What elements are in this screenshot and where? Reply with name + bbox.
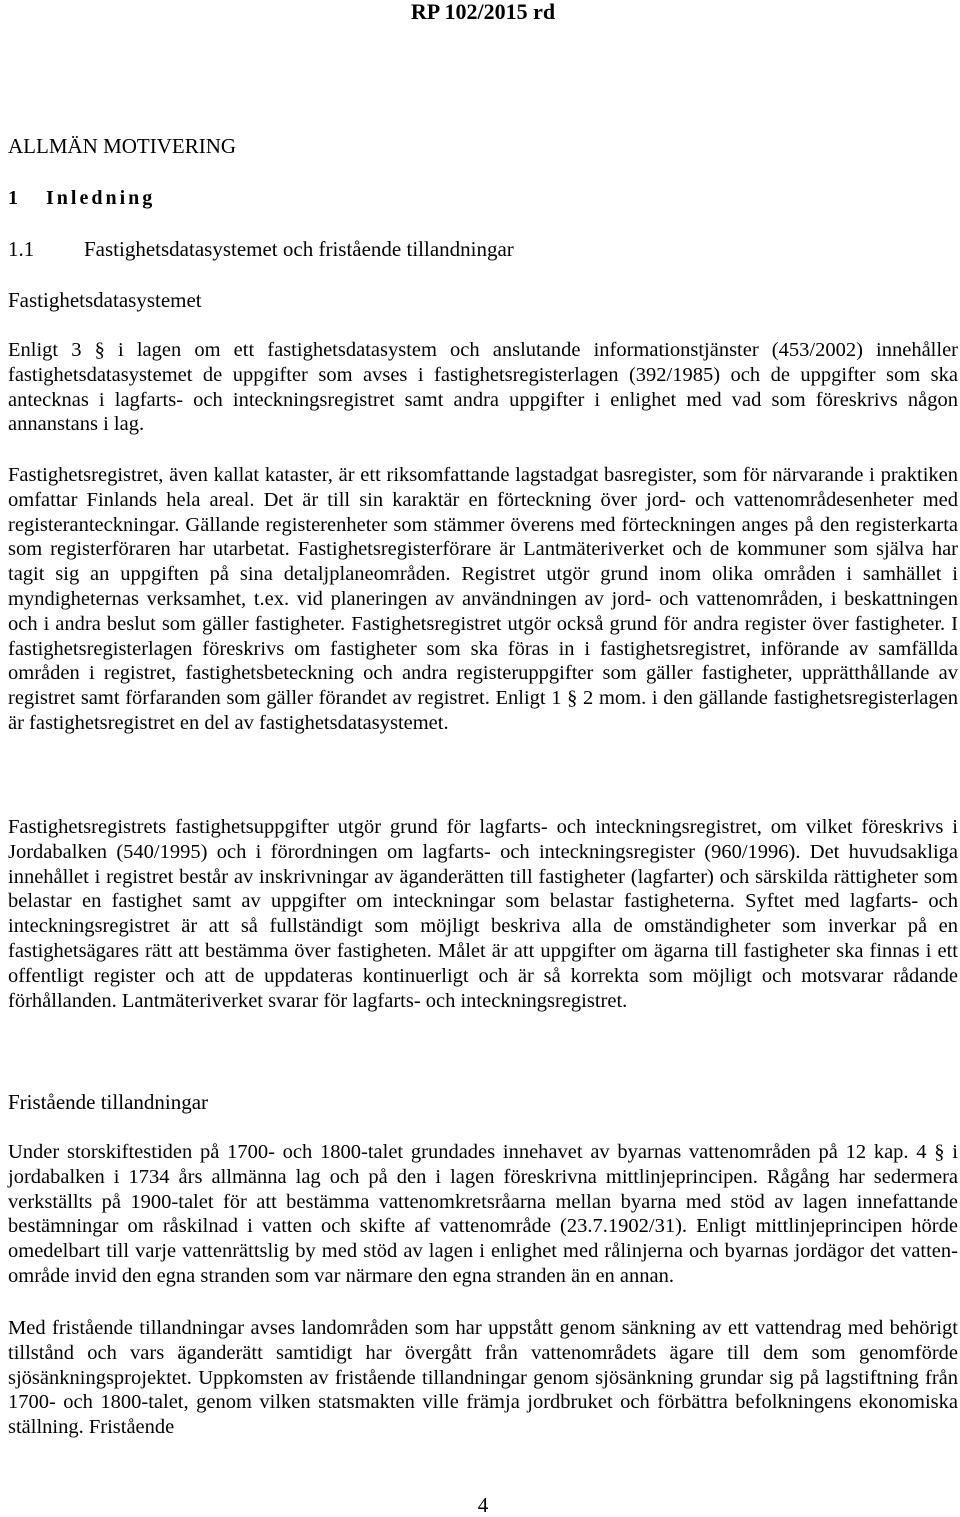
document-page: [8, 0, 958, 1517]
page-number: 4: [477, 1493, 489, 1517]
subsection-heading-fristaende-tillandningar: Fristående tillandningar: [8, 1090, 209, 1114]
chapter-title: Inledning: [46, 187, 156, 209]
subsection-heading-fastighetsdatasystemet: Fastighetsdatasystemet: [8, 288, 202, 312]
section-title: Fastighetsdatasystemet och fristående tillandningar: [84, 237, 514, 261]
paragraph-1: Enligt 3 § i lagen om ett fastighetsdatasystem och anslutande informationstjänster (453/2002) innehåller fastighetsdatasystemet de uppgifter som avses i fastighetsregisterlagen (392/1985) och de uppgifter som ska antecknas i lagfarts- och inteckningsregistret samt andra uppgifter i enlighet med vad som föreskrivs någon annanstans i lag.: [8, 339, 958, 436]
paragraph-2: Fastighetsregistret, även kallat kataster, är ett riksomfattande lagstadgat basregister, som för närvarande i praktiken omfattar Finlands hela areal. Det är till sin karaktär en förteckning över jord- och vattenområdesenheter med registeranteckningar. Gällande registerenheter som stämmer överens med förteckningen anges på den registerkarta som registerföraren har utarbetat. Fastighetsregisterförare är Lantmäteriverket och de kommuner som själva har tagit sig an uppgiften på sina detaljplaneområden. Registret utgör grund inom olika områden i samhället i myndigheternas verksamhet, t.ex. vid planeringen av användningen av jord- och vattenområden, i beskattningen och i andra beslut som gäller fastigheter. Fastighetsregistret utgör också grund för andra register över fastigheter. I fastighetsregisterlagen föreskrivs om fastigheter som ska föras in i fastighetsregistret, införande av samfällda områden i registret, fastighetsbeteckning och andra registeruppgifter som gäller fastigheter, upprätthållande av registret samt förfaranden som gäller förandet av registret. Enligt 1 § 2 mom. i den gällande fastighetsregisterlagen är fastighetsregistret en del av fastighetsdatasystemet.: [8, 464, 958, 734]
main-heading: ALLMÄN MOTIVERING: [8, 134, 237, 158]
document-header: RP 102/2015 rd: [410, 0, 556, 24]
paragraph-5: Med fristående tillandningar avses landområden som har uppstått genom sänkning av ett vattendrag med behörigt tillstånd och vars äganderätt samtidigt har övergått från vattenområdets ägare till dem som genomförde sjösänkningsprojektet. Uppkomsten av fristående tillandningar genom sjösänkning grundar sig på lagstiftning från 1700- och 1800-talet, genom vilken statsmakten ville främja jordbruket och förbättra befolkningens ekonomiska ställning. Fristående: [8, 1317, 958, 1439]
chapter-heading: [8, 186, 155, 210]
chapter-number: 1: [8, 187, 18, 209]
section-heading: [8, 237, 514, 261]
paragraph-3: Fastighetsregistrets fastighetsuppgifter utgör grund för lagfarts- och inteckningsregistret, om vilket föreskrivs i Jordabalken (540/1995) och i förordningen om lagfarts- och inteckningsregister (960/1996). Det huvudsakliga innehållet i registret består av inskrivningar av äganderätten till fastigheter (lagfarter) och särskilda rättigheter som belastar en fastighet samt av uppgifter om inteckningar som belastar fastigheterna. Syftet med lagfarts- och inteckningsregistret är att så fullständigt som möjligt beskriva alla de omständigheter som inverkar på en fastighetsägares rätt att bestämma över fastigheten. Målet är att uppgifter om ägarna till fastigheter ska finnas i ett offentligt register och att de uppdateras kontinuerligt och är så korrekta som möjligt och motsvarar rådande förhållanden. Lantmäteriverket svarar för lagfarts- och inteckningsregistret.: [8, 816, 958, 1012]
paragraph-4: Under storskiftestiden på 1700- och 1800-talet grundades innehavet av byarnas vattenområden på 12 kap. 4 § i jordabalken i 1734 års allmänna lag och på den i lagen föreskrivna mittlinjeprincipen. Rågång har sedermera verkställts på 1900-talet för att bestämma vattenomkretsråarna mellan byarna med stöd av lagen innefattande bestämningar om råskilnad i vatten och skifte af vattenområde (23.7.1902/31). Enligt mittlinjeprincipen hörde omedelbart till varje vattenrättslig by med stöd av lagen i enlighet med rålinjerna och byarnas jordägor det vattenområde invid den egna stranden som var närmare den egna stranden än en annan.: [8, 1141, 958, 1287]
section-number: 1.1: [8, 237, 35, 261]
